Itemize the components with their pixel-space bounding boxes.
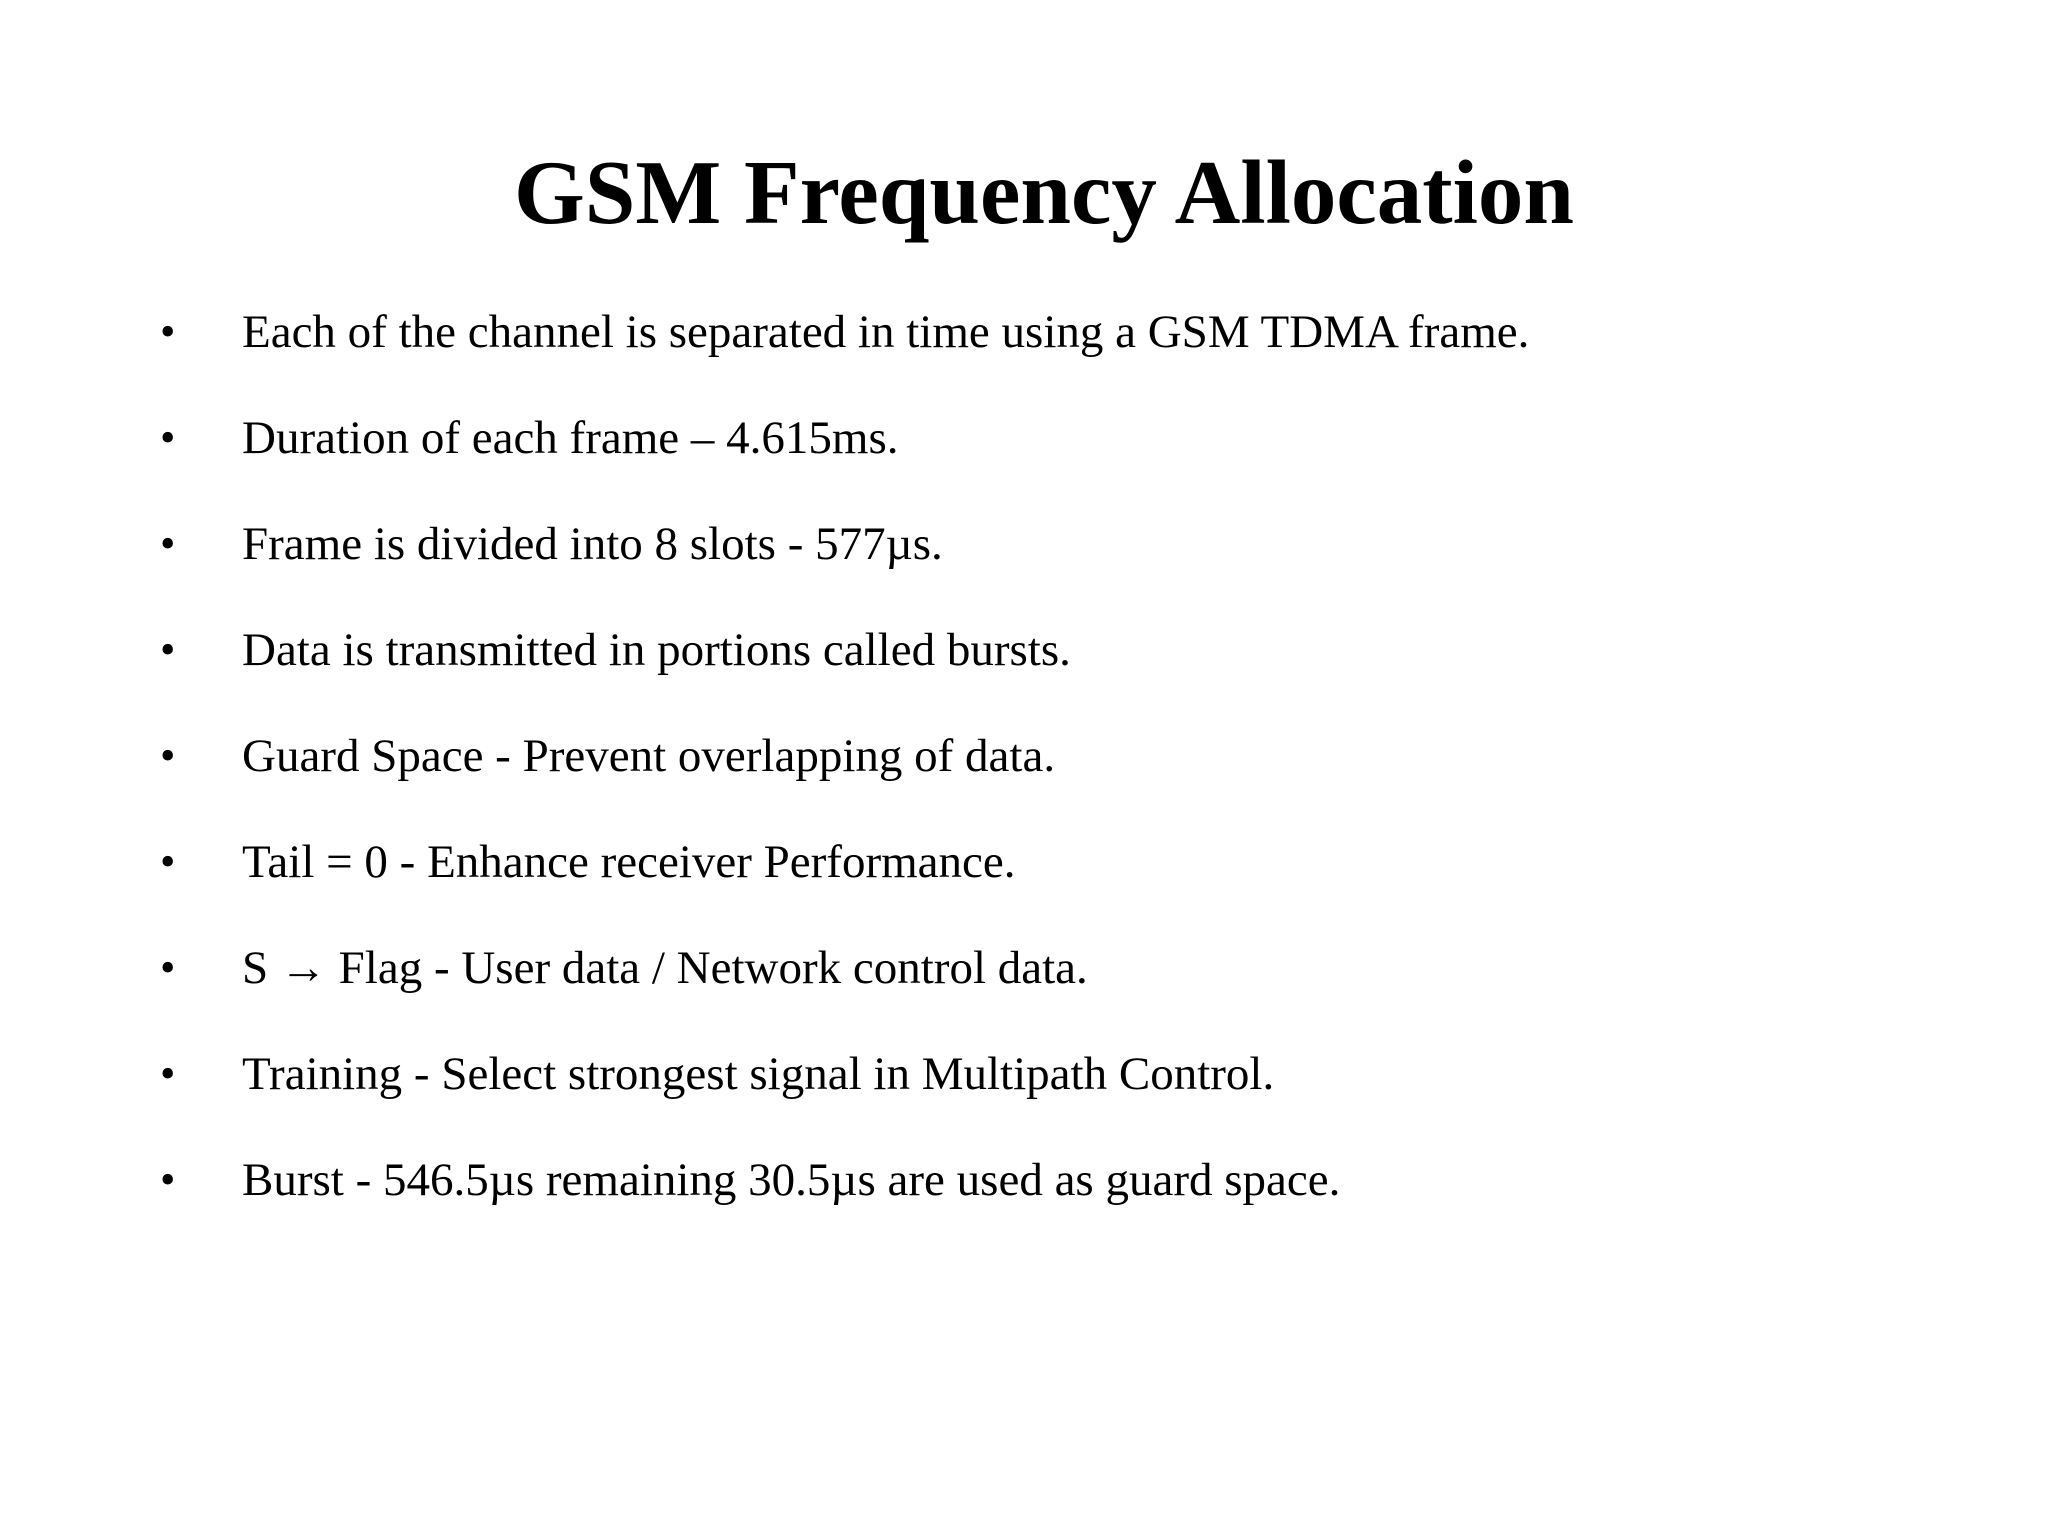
bullet-marker: • xyxy=(160,731,176,780)
bullet-text: Burst - 546.5µs remaining 30.5µs are used as guard space. xyxy=(242,1154,1341,1206)
bullet-item xyxy=(0,408,1900,468)
bullet-item xyxy=(0,938,1900,998)
bullet-text: Training - Select strongest signal in Multipath Control. xyxy=(242,1048,1275,1100)
bullet-marker: • xyxy=(160,519,176,568)
bullet-text: Frame is divided into 8 slots - 577µs. xyxy=(242,518,943,570)
bullet-text: Each of the channel is separated in time using a GSM TDMA frame. xyxy=(242,306,1530,358)
bullet-item xyxy=(0,726,1900,786)
bullet-marker: • xyxy=(160,413,176,462)
bullet-item xyxy=(0,620,1900,680)
bullet-text: Duration of each frame – 4.615ms. xyxy=(242,412,899,464)
bullet-item xyxy=(0,1044,1900,1104)
bullet-item xyxy=(0,302,1900,362)
bullet-marker: • xyxy=(160,307,176,356)
bullet-marker: • xyxy=(160,625,176,674)
bullet-marker: • xyxy=(160,943,176,992)
slide-title: GSM Frequency Allocation xyxy=(514,142,1574,243)
bullet-marker: • xyxy=(160,1049,176,1098)
bullet-text: Tail = 0 - Enhance receiver Performance. xyxy=(242,836,1016,888)
bullet-marker: • xyxy=(160,1155,176,1204)
bullet-text: Guard Space - Prevent overlapping of data. xyxy=(242,730,1056,782)
bullet-item xyxy=(0,1150,1900,1210)
bullet-text: Data is transmitted in portions called bursts. xyxy=(242,624,1071,676)
bullet-item xyxy=(0,514,1900,574)
bullet-text: S → Flag - User data / Network control data. xyxy=(242,942,1088,994)
bullet-marker: • xyxy=(160,837,176,886)
bullet-item xyxy=(0,832,1900,892)
